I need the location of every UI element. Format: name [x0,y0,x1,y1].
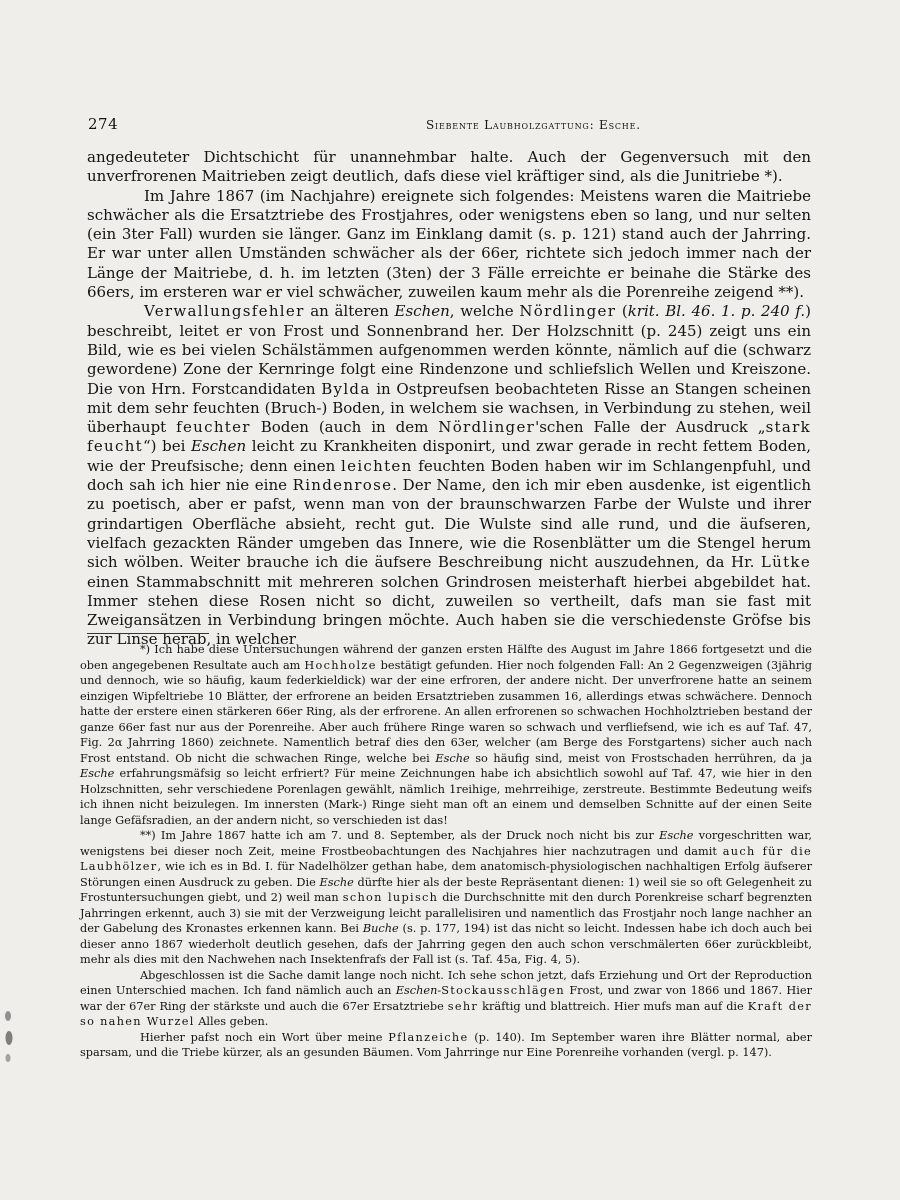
italic-term: Esche [80,767,115,780]
paragraph: Im Jahre 1867 (im Nachjahre) ereignete sich folgendes: Meistens waren die Maitriebe schwächer als die Ersatztriebe des Frostjahres, oder wenigstens eben so lang, und nur selten (ein 3ter Fall) wurden sie länger. Ganz im Einklang damit (s. p. 121) stand auch der Jahrring. Er war unter allen Umständen schwächer als der 66er, richtete sich jedoch immer nach der Länge der Maitriebe, d. h. im letzten (3ten) der 3 Fälle erreichte er beinahe die Stärke des 66ers, im ersteren war er viel schwächer, zuweilen kaum mehr als die Porenreihe zeigend **). [87,186,811,302]
spaced-term: Hochholze [304,658,377,672]
italic-term: Eschen [394,302,450,321]
footnote-continuation: Abgeschlossen ist die Sache damit lange noch nicht. Ich sehe schon jetzt, dafs Erziehung und Ort der Reproduction einen Unterschied machen. Ich fand nämlich auch an Eschen-Stockausschlägen Frost, und zwar von 1866 und 1867. Hier war der 67er Ring der stärkste und auch die 67er Ersatztriebe sehr kräftig und blattreich. Hier mufs man auf die Kraft der so nahen Wurzel Alles geben. [80,968,812,1028]
spaced-term: Stockausschlägen [441,984,565,997]
spaced-term: Kraft der so nahen Wurzel [80,999,812,1028]
paragraph: Verwallungsfehler an älteren Eschen, welche Nördlinger (krit. Bl. 46. 1. p. 240 f.) beschreibt, leitet er von Frost und Sonnenbrand her. Der Holzschnitt (p. 245) zeigt uns ein Bild, wie es bei vielen Schälstämmen aufgenommen werden könnte, nämlich auf die (schwarz gewordene) Zone der Kernringe folgt eine Rindenzone und schliefslich Wellen und Kreiszone. Die von Hrn. Forstcandidaten Bylda in Ostpreufsen beobachteten Risse an Stangen scheinen mit dem sehr feuchten (Bruch-) Boden, in welchem sie wachsen, in Verbindung zu stehen, weil überhaupt feuchter Boden (auch in dem Nördlinger'schen Falle der Ausdruck „stark feucht“) bei Eschen leicht zu Krankheiten disponirt, und zwar gerade in recht fettem Boden, wie der Preufsische; denn einen leichten feuchten Boden haben wir im Schlangenpfuhl, und doch sah ich hier nie eine Rindenrose. Der Name, den ich mir eben ausdenke, ist eigentlich zu poetisch, aber er pafst, wenn man von der braunschwarzen Farbe der Wulste und ihrer grindartigen Oberfläche absieht, recht gut. Die Wulste sind alle rund, und die äufseren, vielfach gezackten Ränder umgeben das Innere, wie die Rosenblätter um die Stengel herum sich wölben. Weiter brauche ich die äufsere Beschreibung nicht auszudehnen, da Hr. Lütke einen Stammabschnitt mit mehreren solchen Grindrosen meisterhaft hierbei abgebildet hat. Immer stehen diese Rosen nicht so dicht, zuweilen so vertheilt, dafs man sie fast mit Zweigansätzen in Verbindung bringen möchte. Auch haben sie die verschiedenste Gröfse bis zur Linse herab, in welcher [87,302,812,649]
spaced-term: stark feucht [87,418,811,456]
footnote-rule [87,633,209,634]
footnote-continuation: Hierher pafst noch ein Wort über meine Pflanzeiche (p. 140). Im September waren ihre Blätter normal, aber sparsam, und die Triebe kürzer, als an gesunden Bäumen. Vom Jahrringe nur Eine Porenreihe vorhanden (vergl. p. 147). [80,1030,813,1059]
person-name: Lütke [760,553,811,572]
citation: krit. Bl. 46. 1. p. 240 f. [627,302,806,321]
footnote: **) Im Jahre 1867 hatte ich am 7. und 8. September, als der Druck noch nicht bis zur Esche vorgeschritten war, wenigstens bei dieser noch Zeit, meine Frostbeobachtungen des Nachjahres hier nachzutragen und damit auch für die Laubhölzer, wie ich es in Bd. I. für Nadelhölzer gethan habe, dem anatomisch-physiologischen nachhaltigen Erfolg äufserer Störungen einen Ausdruck zu geben. Die Esche dürfte hier als der beste Repräsentant dienen: 1) weil sie so oft Gelegenheit zu Frostuntersuchungen giebt, und 2) weil man schon lupisch die Durchschnitte mit den durch Porenkreise scharf begrenzten Jahrringen erkennt, auch 3) sie mit der Verzweigung leicht parallelisiren und namentlich das Frostjahr noch lange nachher an der Gabelung des Kronastes erkennen kann. Bei Buche (s. p. 177, 194) ist das nicht so leicht. Indessen habe ich doch auch bei dieser anno 1867 wiederholt deutlich gesehen, dafs der Jahrring gegen den auch schon verschmälerten 66er zurückbleibt, mehr als dies mit den Nachwehen nach Insektenfrafs der Fall ist (s. Taf. 45a, Fig. 4, 5). [80,829,812,966]
running-head: Siebente Laubholzgattung: Esche. [426,118,641,132]
footnotes [80,642,812,1061]
page-header [88,115,808,135]
paragraph: angedeuteter Dichtschicht für unannehmbar halte. Auch der Gegenversuch mit den unverfrorenen Maitrieben zeigt deutlich, dafs diese viel kräftiger sind, als die Junitriebe *). [87,148,811,186]
italic-term: Buche [362,922,399,935]
main-text [87,148,811,650]
spaced-term: Verwallungsfehler [144,302,305,321]
page-number: 274 [88,115,119,133]
footnote: *) Ich habe diese Untersuchungen während der ganzen ersten Hälfte des August im Jahre 1866 fortgesetzt und die oben angegebenen Resultate auch am Hochholze bestätigt gefunden. Hier noch folgenden Fall: An 2 Gegenzweigen (3jährig und dennoch, wie so häufig, kaum federkieldick) war der eine erfroren, der andere nicht. Der unverfrorene hatte an seinem einzigen Wipfeltriebe 10 Blätter, der erfrorene an beiden Ersatztrieben zusammen 16, allerdings etwas schwächere. Dennoch hatte der erstere einen stärkeren 66er Ring, als der erfrorene. An allen erfrorenen so schwachen Hochholztrieben bestand der ganze 66er fast nur aus der Porenreihe. Aber auch frühere Ringe waren so schwach und verfliefsend, wie ich es auf Taf. 47, Fig. 2α Jahrring 1860) zeichnete. Namentlich betraf dies den 63er, welcher (am Berge des Forstgartens) sicher auch nach Frost entstand. Ob nicht die schwachen Ringe, welche bei Esche so häufig sind, meist von Frostschaden herrühren, da ja Esche erfahrungsmäfsig so leicht erfriert? Für meine Zeichnungen habe ich absichtlich sowohl auf Taf. 47, wie hier in den Holzschnitten, sehr verschiedene Porenlagen gewählt, nämlich 1reihige, mehrreihige, zerstreute. Bestimmte Bedeutung weifs ich ihnen nicht beizulegen. Im innersten (Mark-) Ringe sieht man oft an einem und demselben Schnitte auf der einen Seite lange Gefäfsradien, an der andern nicht, so verschieden ist das! [80,643,812,827]
spaced-term: schon lupisch [342,891,439,904]
spaced-term: feuchter [176,418,251,437]
spaced-term: Rindenrose [292,476,393,495]
author-name: Nördlinger [519,302,617,321]
person-name: Bylda [321,379,371,398]
italic-term: Eschen [190,437,247,456]
margin-ink-spot [3,1008,13,1068]
italic-term: Esche [319,875,354,889]
italic-term: Esche [435,751,470,765]
spaced-term: sehr [447,999,479,1013]
spaced-term: Pflanzeiche [388,1030,469,1044]
spaced-term: leichten [341,456,413,475]
author-name: Nördlinger [438,418,536,437]
italic-term: Eschen [395,984,438,997]
spaced-term: auch für die Laubhölzer [80,844,812,873]
italic-term: Esche [659,829,694,842]
